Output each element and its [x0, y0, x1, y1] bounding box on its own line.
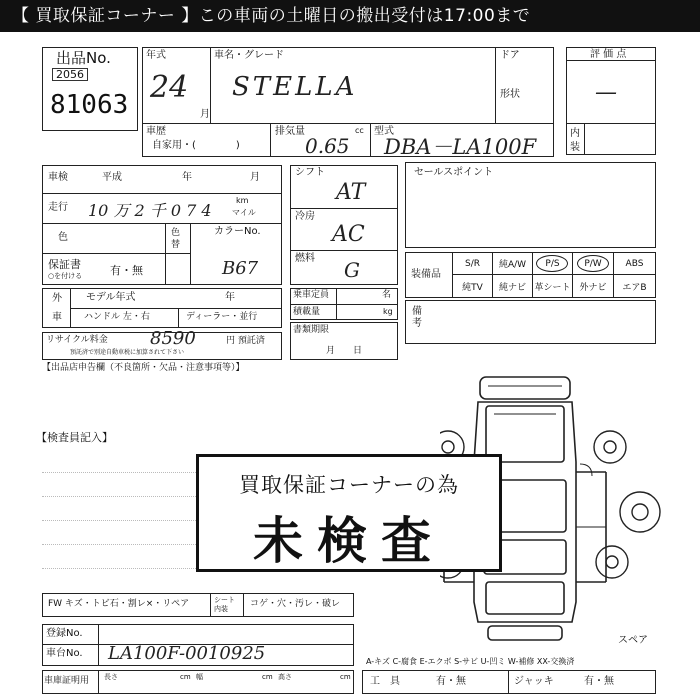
year-month-label: 月 [200, 109, 210, 120]
seller-note-label: 【出品店申告欄（不良箇所・欠品・注意事項等）】 [42, 363, 245, 373]
lot-number: 81063 [50, 90, 129, 120]
fuel-value: G [344, 258, 360, 282]
jack-options: 有・無 [584, 676, 614, 687]
mileage-unit-km: km [236, 196, 249, 205]
equip-tv: 純TV [452, 274, 493, 298]
displacement-unit: cc [355, 126, 364, 135]
score-value: — [595, 80, 617, 105]
interior-label: 内装 [570, 128, 580, 153]
recycle-unit: 円 預託済 [226, 336, 265, 346]
type-value: DBA－LA100F [384, 135, 537, 159]
equip-sr: S/R [452, 252, 493, 275]
import-year: 年 [225, 292, 235, 303]
cert-label: 車庫証明用 [44, 676, 90, 686]
recycle-note: 預託済で別途自動車税に加算されて下さい [70, 349, 185, 356]
warranty-options: 有・無 [110, 264, 143, 277]
import-label-2: 車 [52, 312, 62, 323]
displacement-value: 0.65 [305, 134, 350, 158]
equip-navi: 純ナビ [492, 274, 533, 298]
doc-deadline-unit: 月 日 [326, 346, 363, 356]
color-replaced: 色替 [171, 228, 181, 250]
inspector-label: 【検査員記入】 [36, 431, 113, 444]
spare-label: スペア [618, 635, 648, 646]
equip-pw: P/W [572, 252, 614, 275]
fuel-label: 燃料 [295, 253, 315, 264]
weight-unit: kg [383, 307, 393, 316]
color-no-label: カラーNo. [214, 226, 261, 237]
flaws-seat-detail: コゲ・穴・汚レ・破レ [250, 599, 341, 609]
equipment-label: 装備品 [411, 269, 441, 280]
equip-ps-circle [536, 255, 568, 272]
type-label: 型式 [374, 126, 394, 137]
history-value: 自家用・( ) [152, 140, 240, 151]
tools-options: 有・無 [436, 676, 466, 687]
model-value: STELLA [232, 72, 358, 102]
lot-sub-number: 2056 [52, 68, 88, 81]
lot-label: 出品No. [56, 49, 111, 67]
sales-point-label: セールスポイント [414, 167, 494, 178]
color-no-value: B67 [222, 258, 259, 279]
mileage-label: 走行 [48, 202, 68, 213]
remarks-box [405, 300, 656, 344]
history-label: 車歴 [146, 126, 166, 137]
recycle-label: リサイクル料金 [46, 335, 108, 345]
model-label: 車名・グレード [214, 50, 284, 61]
jack-label: ジャッキ [514, 676, 554, 687]
remarks-label: 備考 [412, 306, 422, 329]
color-label: 色 [58, 232, 68, 243]
ac-label: 冷房 [295, 211, 315, 222]
capacity-label: 乗車定員 [293, 290, 330, 300]
capacity-unit: 名 [382, 290, 392, 300]
recycle-value: 8590 [150, 328, 196, 349]
import-handle: ハンドル 左・右 [84, 312, 150, 322]
cert-length: 長さ [104, 673, 118, 681]
weight-label: 積載量 [293, 307, 321, 317]
damage-legend: A-キズ C-腐食 E-エクボ S-サビ U-凹ミ W-補修 XX-交換済 [366, 657, 575, 666]
inspection-month: 月 [250, 172, 260, 183]
equip-abs: ABS [613, 252, 656, 275]
equip-aw: 純A/W [492, 252, 533, 275]
mileage-value: 10 万 2 千 0 7 4 [88, 201, 212, 220]
import-model-year: モデル年式 [86, 292, 136, 303]
cert-cm-2: cm [262, 673, 273, 681]
equip-leather: 革シート [532, 274, 573, 298]
registration-label: 登録No. [46, 628, 83, 639]
equip-ps: P/S [532, 252, 573, 275]
score-label: 評 価 点 [590, 49, 627, 60]
doc-deadline-label: 書類期限 [293, 325, 330, 335]
door-label: ドア [500, 50, 520, 61]
cert-width: 幅 [196, 673, 203, 681]
chassis-value: LA100F-0010925 [108, 643, 266, 664]
shape-label: 形状 [500, 89, 520, 100]
cert-height: 高さ [278, 673, 292, 681]
mileage-unit-mile: マイル [232, 208, 256, 217]
chassis-label: 車台No. [46, 648, 83, 659]
cert-cm-3: cm [340, 673, 351, 681]
equip-pw-circle [577, 255, 609, 272]
import-dealer: ディーラー・並行 [186, 312, 258, 322]
tools-label: 工 具 [370, 676, 400, 687]
ac-value: AC [332, 222, 365, 247]
inspection-label: 車検 [48, 172, 68, 183]
year-value: 24 [150, 70, 189, 105]
equip-ext-navi: 外ナビ [572, 274, 614, 298]
inspection-year: 年 [182, 172, 192, 183]
warranty-label: 保証書 [48, 258, 81, 271]
year-label: 年式 [146, 50, 166, 61]
inspection-era: 平成 [102, 172, 122, 183]
stamp-title: 未検査 [253, 512, 445, 570]
displacement-label: 排気量 [275, 126, 305, 137]
stamp-subtitle: 買取保証コーナーの為 [239, 473, 459, 497]
import-label-1: 外 [52, 293, 62, 304]
flaws-fw: FW キズ・トビ石・割レ×・リペア [48, 599, 190, 609]
warranty-note: ○を付ける [48, 272, 83, 280]
cert-cm-1: cm [180, 673, 191, 681]
flaws-seat: シート内装 [214, 596, 235, 613]
shift-value: AT [336, 180, 366, 205]
unchecked-stamp [196, 454, 502, 572]
equip-airbag: エアB [613, 274, 656, 298]
shift-label: シフト [295, 167, 325, 178]
header-banner: 【 買取保証コーナー 】この車両の土曜日の搬出受付は17:00まで [0, 0, 700, 32]
